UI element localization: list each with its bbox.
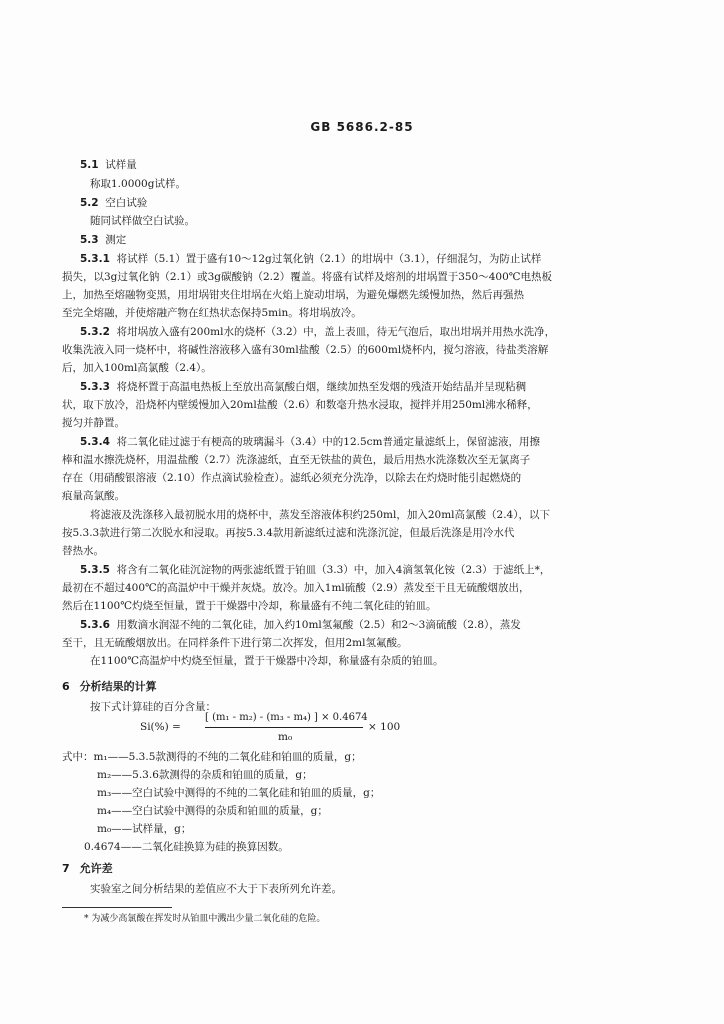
section-5-3-3-line-3: 搅匀并静置。: [62, 417, 125, 429]
formula-multiplier: × 100: [368, 721, 401, 733]
section-5-3-1-line-4: 至完全熔融，并使熔融产物在红热状态保持5min。将坩埚放冷。: [62, 307, 362, 319]
section-5-3-1-line-3: 上，加热至熔融物变黑，用坩埚钳夹住坩埚在火焰上旋动坩埚，为避免爆燃先缓慢加热，然后再强热: [62, 289, 524, 301]
footnote-rule: [62, 907, 172, 908]
section-5-3-3-line-2: 状，取下放冷，沿烧杯内壁缓慢加入20ml盐酸（2.6）和数毫升热水浸取，搅拌并用250ml沸水稀释，: [62, 399, 538, 411]
section-5-2-text: 随同试样做空白试验。: [90, 215, 195, 227]
section-5-3-4-line-3: 存在（用硝酸银溶液（2.10）作点滴试验检查）。滤纸必须充分洗净，以除去在灼烧时能引起燃烧的: [62, 472, 522, 484]
section-7-heading: 7 允许差: [62, 862, 113, 875]
formula-where-m3: m₃——空白试验中测得的不纯的二氧化硅和铂皿的质量，g；: [97, 787, 381, 799]
section-5-3-5-line-2: 最初在不超过400℃的高温炉中干燥并灰烧。放冷。加入1ml硫酸（2.9）蒸发至干且无硫酸烟放出，: [62, 582, 530, 594]
section-5-3-3-line-1: 5.3.3 将烧杯置于高温电热板上至放出高氯酸白烟，继续加热至发烟的残渣开始结晶并呈现粘稠: [80, 381, 527, 393]
formula-denominator: m₀: [278, 731, 293, 743]
section-6-intro: 按下式计算硅的百分含量：: [90, 701, 216, 713]
formula-where-m0: m₀——试样量，g；: [97, 823, 192, 835]
section-5-3-2-line-3: 后，加入100ml高氯酸（2.4）。: [62, 362, 212, 374]
section-5-3-5-line-1: 5.3.5 将含有二氧化硅沉淀物的两张滤纸置于铂皿（3.3）中，加入4滴氢氧化铵（2.3）于滤纸上*，: [80, 564, 551, 576]
section-5-3-6-line-1: 5.3.6 用数滴水润湿不纯的二氧化硅，加入约10ml氢氟酸（2.5）和2～3滴硫酸（2.8），蒸发: [80, 619, 521, 631]
section-5-3-2-line-2: 收集洗液入同一烧杯中，将碱性溶液移入盛有30ml盐酸（2.5）的600ml烧杯内，搅匀溶液，待盐类溶解: [62, 344, 549, 356]
section-5-3-2-line-1: 5.3.2 将坩埚放入盛有200ml水的烧杯（3.2）中，盖上表皿，待无气泡后，取出坩埚并用热水洗净，: [80, 326, 556, 338]
formula-numerator: [ (m₁ - m₂) - (m₃ - m₄) ] × 0.4674: [205, 712, 368, 723]
footnote: * 为减少高氯酸在挥发时从铂皿中溅出少量二氧化硅的危险。: [84, 914, 326, 924]
section-5-2-heading: 5.2 空白试验: [80, 197, 148, 209]
standard-header: GB 5686.2-85: [310, 120, 414, 134]
section-6-heading: 6 分析结果的计算: [62, 680, 157, 693]
formula-where-m1: 式中：m₁——5.3.5款测得的不纯的二氧化硅和铂皿的质量，g；: [62, 751, 362, 763]
section-5-3-1-line-1: 5.3.1 将试样（5.1）置于盛有10～12g过氧化钠（2.1）的坩埚中（3.1），仔细混匀，为防止试样: [80, 253, 542, 265]
section-5-3-heading: 5.3 测定: [80, 234, 127, 246]
section-5-3-6-line-2: 至干，且无硫酸烟放出。在同样条件下进行第二次挥发，但用2ml氢氟酸。: [62, 637, 408, 649]
formula-fraction-bar: [205, 727, 363, 728]
formula-where-factor: 0.4674——二氧化硅换算为硅的换算因数。: [84, 841, 289, 853]
section-5-1-text: 称取1.0000g试样。: [90, 178, 186, 190]
section-5-3-4-line-1: 5.3.4 将二氧化硅过滤于有梗高的玻璃漏斗（3.4）中的12.5cm普通定量滤纸上，保留滤液，用擦: [80, 436, 541, 448]
section-5-3-4-line-4: 痕量高氯酸。: [62, 490, 125, 502]
section-5-3-4-para-2-line-3: 替热水。: [62, 545, 104, 557]
section-5-1-heading: 5.1 试样量: [80, 159, 137, 171]
section-5-3-1-line-2: 损失，以3g过氧化钠（2.1）或3g碳酸钠（2.2）覆盖。将盛有试样及熔剂的坩埚置于350～400℃电热板: [62, 271, 553, 283]
section-5-3-4-line-2: 棒和温水擦洗烧杯，用温盐酸（2.7）洗涤滤纸，直至无铁盐的黄色，最后用热水洗涤数次至无氯离子: [62, 454, 531, 466]
formula-where-m4: m₄——空白试验中测得的杂质和铂皿的质量，g；: [97, 805, 328, 817]
section-5-3-5-line-3: 然后在1100℃灼烧至恒量，置于干燥器中冷却，称量盛有不纯二氧化硅的铂皿。: [62, 600, 437, 612]
formula-where-m2: m₂——5.3.6款测得的杂质和铂皿的质量，g；: [97, 769, 313, 781]
section-5-3-6-line-3: 在1100℃高温炉中灼烧至恒量，置于干燥器中冷却，称量盛有杂质的铂皿。: [90, 655, 444, 667]
formula-lhs: Si(%) =: [140, 721, 181, 733]
section-5-3-4-para-2-line-1: 将滤液及洗涤移入最初脱水用的烧杯中，蒸发至溶液体积约250ml，加入20ml高氯酸（2.4），以下: [90, 509, 550, 521]
section-7-text: 实验室之间分析结果的差值应不大于下表所列允许差。: [90, 883, 342, 895]
section-5-3-4-para-2-line-2: 按5.3.3款进行第二次脱水和浸取。再按5.3.4款用新滤纸过滤和洗涤沉淀，但最后洗涤是用冷水代: [62, 527, 515, 539]
